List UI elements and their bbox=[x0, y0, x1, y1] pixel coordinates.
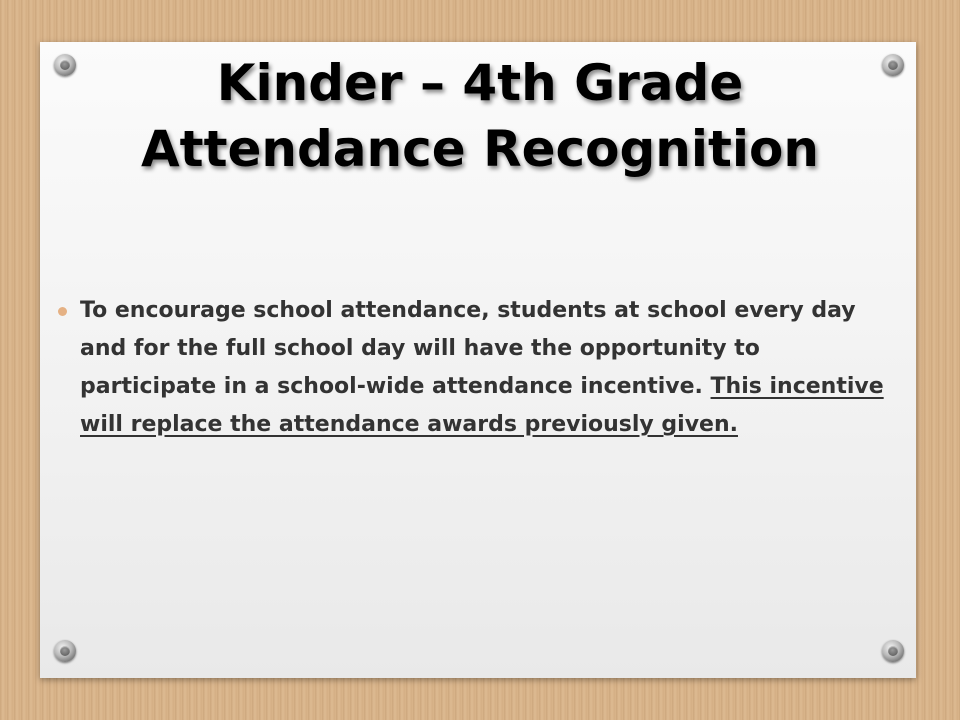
slide-title bbox=[60, 50, 900, 182]
bullet-list bbox=[58, 292, 898, 444]
pushpin-icon bbox=[882, 640, 904, 662]
bullet-text: To encourage school attendance, students at school every day and for the full school day will have the opportunity to participate in a school-wide attendance incentive. bbox=[80, 298, 856, 399]
bullet-item bbox=[58, 292, 898, 444]
title-line-1: Kinder – 4th Grade bbox=[216, 54, 744, 112]
bullet-underlined-text: This incentive will replace the attendance awards previously given. bbox=[80, 374, 884, 437]
title-line-2: Attendance Recognition bbox=[140, 120, 819, 178]
pushpin-icon bbox=[54, 640, 76, 662]
bullet-dot-icon bbox=[58, 307, 67, 316]
